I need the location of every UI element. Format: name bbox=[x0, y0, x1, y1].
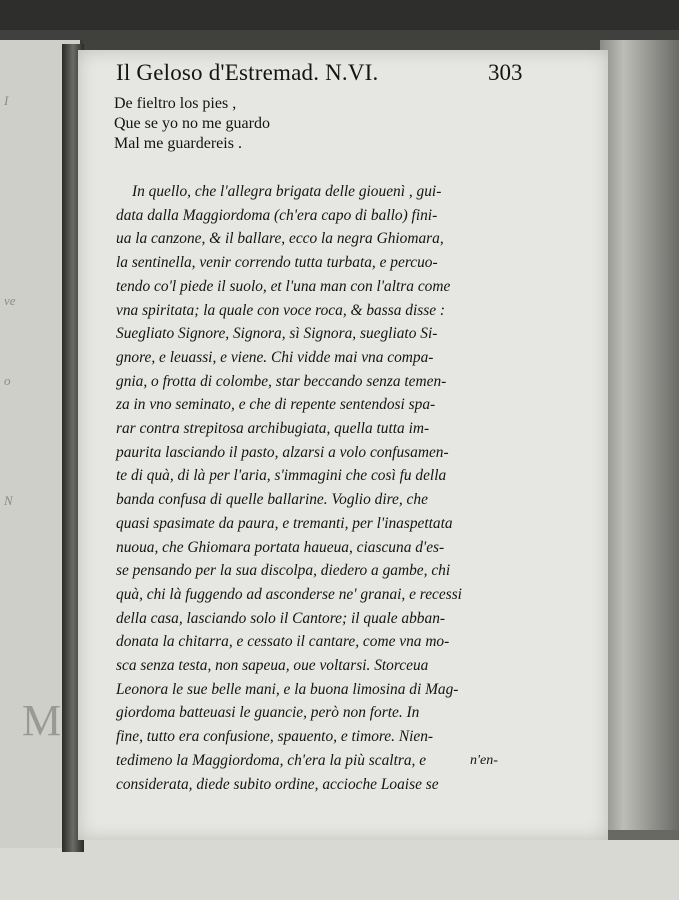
left-page-fragment: ve bbox=[4, 293, 16, 308]
text-line: paurita lasciando il pasto, alzarsi a volo confusamen- bbox=[116, 443, 449, 461]
text-line: In quello, che l'allegra brigata delle giouenì , gui- bbox=[132, 183, 442, 200]
verse-line: De fieltro los pies , bbox=[114, 95, 237, 112]
verse-line: Mal me guardereis . bbox=[114, 135, 242, 152]
left-page-initial: M bbox=[22, 696, 62, 745]
text-line: data dalla Maggiordoma (ch'era capo di ballo) fini- bbox=[116, 206, 438, 224]
page-edges-right bbox=[600, 40, 679, 830]
text-line: della casa, lasciando solo il Cantore; il quale abban- bbox=[116, 609, 446, 627]
text-line: te di quà, di là per l'aria, s'immagini che così fu della bbox=[116, 467, 447, 485]
verse-line: Que se yo no me guardo bbox=[114, 115, 270, 132]
text-line: Suegliato Signore, Signora, sì Signora, suegliato Si- bbox=[116, 325, 438, 343]
text-line: fine, tutto era confusione, spauento, e timore. Nien- bbox=[116, 728, 434, 746]
text-line: se pensando per la sua discolpa, diedero a gambe, chi bbox=[116, 562, 451, 580]
text-line: quasi spasimate da paura, e tremanti, per l'inaspettata bbox=[116, 514, 453, 532]
text-line: Leonora le sue belle mani, e la buona limosina di Mag- bbox=[116, 680, 459, 698]
left-page-fragment: N bbox=[4, 493, 13, 508]
text-line: quà, chi là fuggendo ad asconderse ne' granai, e recessi bbox=[116, 585, 462, 603]
running-title: Il Geloso d'Estremad. N.VI. bbox=[116, 60, 379, 85]
page-number: 303 bbox=[488, 60, 523, 85]
table-surface bbox=[0, 840, 679, 900]
verse-block bbox=[114, 94, 270, 154]
page-header bbox=[116, 60, 596, 94]
text-line: gnore, e leuassi, e viene. Chi vidde mai vna compa- bbox=[116, 348, 434, 366]
text-line: za in vno seminato, e che di repente sentendosi spa- bbox=[116, 396, 436, 414]
text-line: banda confusa di quelle ballarine. Voglio dire, che bbox=[116, 491, 428, 509]
text-line: gnia, o frotta di colombe, star beccando senza temen- bbox=[116, 372, 447, 390]
book-page bbox=[78, 50, 608, 840]
text-line: donata la chitarra, e cessato il cantare, come vna mo- bbox=[116, 633, 450, 651]
text-line: tendo co'l piede il suolo, et l'una man con l'altra come bbox=[116, 277, 451, 295]
left-page-fragment: o bbox=[4, 373, 11, 388]
text-line: nuoua, che Ghiomara portata haueua, ciascuna d'es- bbox=[116, 538, 445, 556]
text-line: ua la canzone, & il ballare, ecco la negra Ghiomara, bbox=[116, 230, 444, 248]
text-line: sca senza testa, non sapeua, oue voltarsi. Storceua bbox=[116, 657, 429, 675]
text-line: rar contra strepitosa archibugiata, quella tutta im- bbox=[116, 420, 430, 438]
left-page-fragment: I bbox=[4, 93, 9, 108]
catchword: n'en- bbox=[470, 753, 498, 768]
body-paragraph bbox=[116, 180, 578, 796]
text-line: considerata, diede subito ordine, accioche Loaise se bbox=[116, 775, 439, 793]
dark-top-strip bbox=[0, 0, 679, 30]
text-line: vna spiritata; la quale con voce roca, & bassa disse : bbox=[116, 301, 445, 319]
text-line: tedimeno la Maggiordoma, ch'era la più scaltra, e bbox=[116, 751, 427, 769]
text-line: giordoma batteuasi le guancie, però non forte. In bbox=[116, 704, 420, 722]
text-line: la sentinella, venir correndo tutta turbata, e percuo- bbox=[116, 254, 438, 272]
